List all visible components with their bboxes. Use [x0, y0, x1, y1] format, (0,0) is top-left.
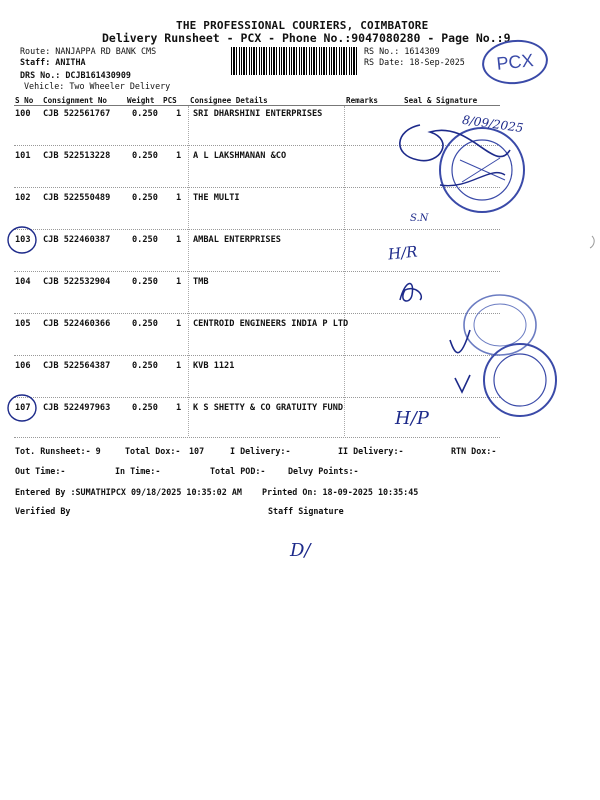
pcx-stamp: PCX	[480, 37, 550, 88]
handwritten-initials-row102: S.N	[410, 213, 429, 224]
row-consignee: SRI DHARSHINI ENTERPRISES	[193, 109, 323, 119]
row-consignee: KVB 1121	[193, 361, 235, 371]
printed-on: Printed On: 18-09-2025 10:35:45	[262, 487, 419, 497]
total-dox-label: Total Dox:-	[125, 446, 181, 456]
row-weight: 0.250	[132, 403, 158, 413]
row-weight: 0.250	[132, 361, 158, 371]
row-consignment: CJB 522561767	[43, 109, 111, 119]
row-sno: 107	[15, 403, 31, 413]
handwritten-date-row100: 8/09/2025	[461, 112, 525, 136]
row-consignee: K S SHETTY & CO GRATUITY FUND	[193, 403, 344, 413]
verified-by: Verified By	[15, 506, 71, 516]
runsheet-title: Delivery Runsheet - PCX - Phone No.:9047080280 - Page No.:9	[102, 31, 511, 45]
entered-by: Entered By :SUMATHIPCX 09/18/2025 10:35:02 AM	[15, 487, 242, 497]
row-weight: 0.250	[132, 319, 158, 329]
row-weight: 0.250	[132, 235, 158, 245]
circle-mark-icon	[8, 395, 36, 421]
row-pcs: 1	[176, 193, 182, 203]
row-consignee: A L LAKSHMANAN &CO	[193, 151, 287, 161]
rs-date: RS Date: 18-Sep-2025	[364, 57, 465, 67]
signature-row101-icon	[440, 173, 505, 186]
row-consignee: TMB	[193, 277, 209, 287]
row-consignment: CJB 522460387	[43, 235, 111, 245]
staff-signature-label: Staff Signature	[268, 506, 344, 516]
row-consignment: CJB 522497963	[43, 403, 111, 413]
handwritten-staff-signature: D/	[290, 540, 311, 561]
row-pcs: 1	[176, 277, 182, 287]
row-sno: 106	[15, 361, 31, 371]
row-consignment: CJB 522550489	[43, 193, 111, 203]
check-mark-icon	[450, 330, 470, 353]
row-pcs: 1	[176, 235, 182, 245]
i-delivery: I Delivery:-	[230, 446, 291, 456]
rs-number: RS No.: 1614309	[364, 46, 440, 56]
delvy-points: Delvy Points:-	[288, 466, 359, 476]
row-sno: 102	[15, 193, 31, 203]
margin-mark-icon	[590, 236, 594, 248]
row-consignment: CJB 522460366	[43, 319, 111, 329]
row-pcs: 1	[176, 109, 182, 119]
row-pcs: 1	[176, 319, 182, 329]
engineers-seal-icon	[464, 295, 536, 355]
row-consignee: THE MULTI	[193, 193, 240, 203]
row-sno: 100	[15, 109, 31, 119]
staff-text: Staff: ANITHA	[20, 57, 86, 67]
row-consignment: CJB 522513228	[43, 151, 111, 161]
company-title: THE PROFESSIONAL COURIERS, COIMBATORE	[176, 19, 429, 32]
handwritten-initials-row107: H/P	[395, 408, 429, 429]
round-seal-icon	[484, 344, 556, 416]
row-consignee: CENTROID ENGINEERS INDIA P LTD	[193, 319, 349, 329]
row-pcs: 1	[176, 403, 182, 413]
tick-mark-icon	[455, 375, 470, 392]
company-seal-icon	[440, 128, 524, 212]
circle-mark-icon	[8, 227, 36, 253]
vehicle-text: Vehicle: Two Wheeler Delivery	[24, 81, 171, 91]
signature-row104-icon	[400, 284, 421, 302]
row-sno: 104	[15, 277, 31, 287]
total-dox-value: 107	[189, 446, 205, 456]
rtn-dox: RTN Dox:-	[451, 446, 497, 456]
row-weight: 0.250	[132, 109, 158, 119]
route-text: Route: NANJAPPA RD BANK CMS	[20, 46, 157, 56]
tot-runsheet: Tot. Runsheet:- 9	[15, 446, 101, 456]
col-header-seal-signature: Seal & Signature	[404, 96, 478, 105]
handwritten-initials-row103: H/R	[387, 242, 419, 264]
col-header-pcs: PCS	[163, 96, 177, 105]
row-sno: 101	[15, 151, 31, 161]
row-weight: 0.250	[132, 277, 158, 287]
row-weight: 0.250	[132, 151, 158, 161]
col-header-remarks: Remarks	[346, 96, 379, 105]
drs-number: DRS No.: DCJB161430909	[20, 70, 131, 80]
row-pcs: 1	[176, 361, 182, 371]
col-header-sno: S No	[15, 96, 34, 105]
total-pod: Total POD:-	[210, 466, 266, 476]
col-header-consignment: Consignment No	[43, 96, 108, 105]
row-consignee: AMBAL ENTERPRISES	[193, 235, 281, 245]
row-sno: 103	[15, 235, 31, 245]
out-time: Out Time:-	[15, 466, 66, 476]
ii-delivery: II Delivery:-	[338, 446, 404, 456]
row-sno: 105	[15, 319, 31, 329]
row-consignment: CJB 522564387	[43, 361, 111, 371]
row-consignment: CJB 522532904	[43, 277, 111, 287]
in-time: In Time:-	[115, 466, 161, 476]
col-header-weight: Weight	[127, 96, 155, 105]
row-pcs: 1	[176, 151, 182, 161]
row-weight: 0.250	[132, 193, 158, 203]
col-header-consignee: Consignee Details	[190, 96, 268, 105]
